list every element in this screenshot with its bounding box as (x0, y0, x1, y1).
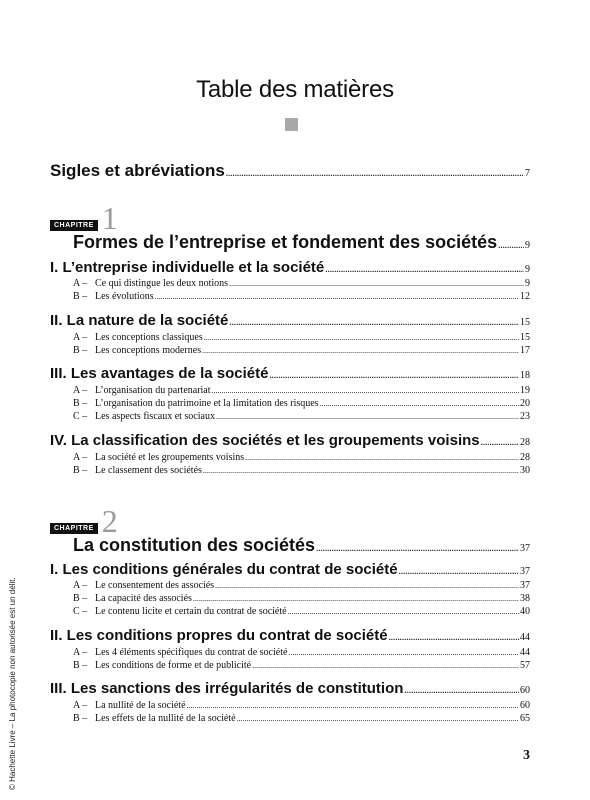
sub-page: 20 (520, 398, 530, 409)
leader-dots (226, 161, 524, 181)
leader-dots (389, 627, 519, 644)
leader-dots (202, 345, 519, 357)
sub-text: La société et les groupements voisins (95, 452, 245, 463)
toc-entry-sigles[interactable] (50, 161, 530, 181)
subsection-2-3-b[interactable] (73, 713, 530, 725)
sub-text: Les conceptions modernes (95, 345, 202, 356)
subsection-1-4-a[interactable] (73, 452, 530, 464)
leader-dots (320, 398, 519, 410)
leader-dots (203, 465, 519, 477)
section-label: I. L’entreprise individuelle et la société (50, 259, 325, 276)
sub-page: 57 (520, 660, 530, 671)
sub-letter: B – (73, 593, 88, 604)
subsection-1-4-b[interactable] (73, 465, 530, 477)
chapter-title-label: La constitution des sociétés (73, 535, 316, 555)
section-2-2[interactable] (50, 627, 530, 644)
section-page: 15 (520, 317, 530, 328)
sub-letter: A – (73, 580, 88, 591)
section-2-3[interactable] (50, 680, 530, 697)
sub-page: 44 (520, 647, 530, 658)
sub-text: Le contenu licite et certain du contrat de société (95, 606, 287, 617)
sub-text: Les évolutions (95, 291, 154, 302)
subsection-1-1-a[interactable] (73, 278, 530, 290)
section-label: IV. La classification des sociétés et les groupements voisins (50, 432, 480, 449)
section-label: III. Les avantages de la société (50, 365, 269, 382)
section-1-1[interactable] (50, 259, 530, 276)
sub-text: Le classement des sociétés (95, 465, 202, 476)
sub-page: 28 (520, 452, 530, 463)
sub-page: 23 (520, 411, 530, 422)
sub-letter: B – (73, 291, 88, 302)
subsection-1-2-b[interactable] (73, 345, 530, 357)
sub-page: 37 (520, 580, 530, 591)
section-label: III. Les sanctions des irrégularités de constitution (50, 680, 404, 697)
leader-dots (288, 606, 519, 618)
subsection-1-3-b[interactable] (73, 398, 530, 410)
chapter-number: 1 (101, 200, 118, 236)
section-page: 37 (520, 566, 530, 577)
sub-letter: B – (73, 713, 88, 724)
toc-entry-page: 7 (525, 168, 530, 179)
chapter-1-title[interactable] (73, 232, 530, 253)
sub-text: L’organisation du partenariat (95, 385, 211, 396)
sub-page: 65 (520, 713, 530, 724)
sub-page: 9 (525, 278, 530, 289)
toc-entry-label: Sigles et abréviations (50, 161, 225, 180)
sub-letter: A – (73, 278, 88, 289)
sub-letter: A – (73, 332, 88, 343)
chapter-label: CHAPITRE (50, 220, 98, 231)
subsection-1-1-b[interactable] (73, 291, 530, 303)
leader-dots (216, 411, 519, 423)
sub-letter: C – (73, 606, 88, 617)
section-1-3[interactable] (50, 365, 530, 382)
sub-text: Les conceptions classiques (95, 332, 203, 343)
page-number: 3 (523, 748, 530, 763)
copyright-notice: © Hachette Livre – La photocopie non autorisée est un délit. (8, 577, 17, 790)
subsection-2-2-b[interactable] (73, 660, 530, 672)
section-page: 44 (520, 632, 530, 643)
leader-dots (399, 561, 519, 578)
leader-dots (193, 593, 519, 605)
sub-page: 15 (520, 332, 530, 343)
subsection-2-1-a[interactable] (73, 580, 530, 592)
sub-text: Les 4 éléments spécifiques du contrat de société (95, 647, 288, 658)
leader-dots (481, 432, 519, 449)
sub-letter: C – (73, 411, 88, 422)
section-label: II. Les conditions propres du contrat de société (50, 627, 388, 644)
page-title: Table des matières (196, 76, 394, 103)
section-1-4[interactable] (50, 432, 530, 449)
chapter-1-marker (50, 200, 118, 236)
sub-page: 40 (520, 606, 530, 617)
sub-page: 12 (520, 291, 530, 302)
chapter-label: CHAPITRE (50, 523, 98, 534)
leader-dots (269, 365, 519, 382)
sub-text: Ce qui distingue les deux notions (95, 278, 229, 289)
sub-page: 17 (520, 345, 530, 356)
sub-page: 60 (520, 700, 530, 711)
leader-dots (498, 232, 524, 253)
section-label: I. Les conditions générales du contrat de société (50, 561, 398, 578)
sub-letter: B – (73, 465, 88, 476)
sub-text: Les aspects fiscaux et sociaux (95, 411, 215, 422)
section-page: 9 (525, 264, 530, 275)
sub-text: La nullité de la société (95, 700, 186, 711)
leader-dots (229, 278, 524, 290)
sub-letter: B – (73, 398, 88, 409)
chapter-2-title[interactable] (73, 535, 530, 556)
sub-letter: A – (73, 452, 88, 463)
leader-dots (215, 580, 519, 592)
section-page: 60 (520, 685, 530, 696)
title-square-ornament (285, 118, 298, 131)
chapter-title-page: 37 (520, 543, 530, 554)
subsection-2-1-b[interactable] (73, 593, 530, 605)
subsection-1-3-a[interactable] (73, 385, 530, 397)
section-page: 18 (520, 370, 530, 381)
leader-dots (288, 647, 519, 659)
leader-dots (237, 713, 519, 725)
sub-text: Les conditions de forme et de publicité (95, 660, 252, 671)
section-page: 28 (520, 437, 530, 448)
leader-dots (245, 452, 519, 464)
sub-letter: A – (73, 385, 88, 396)
chapter-title-page: 9 (525, 240, 530, 251)
leader-dots (212, 385, 519, 397)
section-2-1[interactable] (50, 561, 530, 578)
sub-letter: A – (73, 700, 88, 711)
chapter-number: 2 (101, 503, 118, 539)
subsection-2-1-c[interactable] (73, 606, 530, 618)
sub-page: 38 (520, 593, 530, 604)
leader-dots (252, 660, 519, 672)
section-label: II. La nature de la société (50, 312, 229, 329)
leader-dots (204, 332, 519, 344)
chapter-2-marker (50, 503, 118, 539)
sub-text: Le consentement des associés (95, 580, 215, 591)
sub-text: La capacité des associés (95, 593, 192, 604)
subsection-2-2-a[interactable] (73, 647, 530, 659)
sub-letter: B – (73, 660, 88, 671)
chapter-title-label: Formes de l’entreprise et fondement des sociétés (73, 232, 498, 252)
leader-dots (229, 312, 519, 329)
sub-page: 30 (520, 465, 530, 476)
section-1-2[interactable] (50, 312, 530, 329)
sub-letter: A – (73, 647, 88, 658)
leader-dots (325, 259, 524, 276)
subsection-1-3-c[interactable] (73, 411, 530, 423)
leader-dots (155, 291, 519, 303)
sub-page: 19 (520, 385, 530, 396)
leader-dots (316, 535, 519, 556)
leader-dots (404, 680, 519, 697)
sub-letter: B – (73, 345, 88, 356)
subsection-2-3-a[interactable] (73, 700, 530, 712)
leader-dots (187, 700, 519, 712)
sub-text: L’organisation du patrimoine et la limitation des risques (95, 398, 319, 409)
subsection-1-2-a[interactable] (73, 332, 530, 344)
sub-text: Les effets de la nullité de la société (95, 713, 236, 724)
